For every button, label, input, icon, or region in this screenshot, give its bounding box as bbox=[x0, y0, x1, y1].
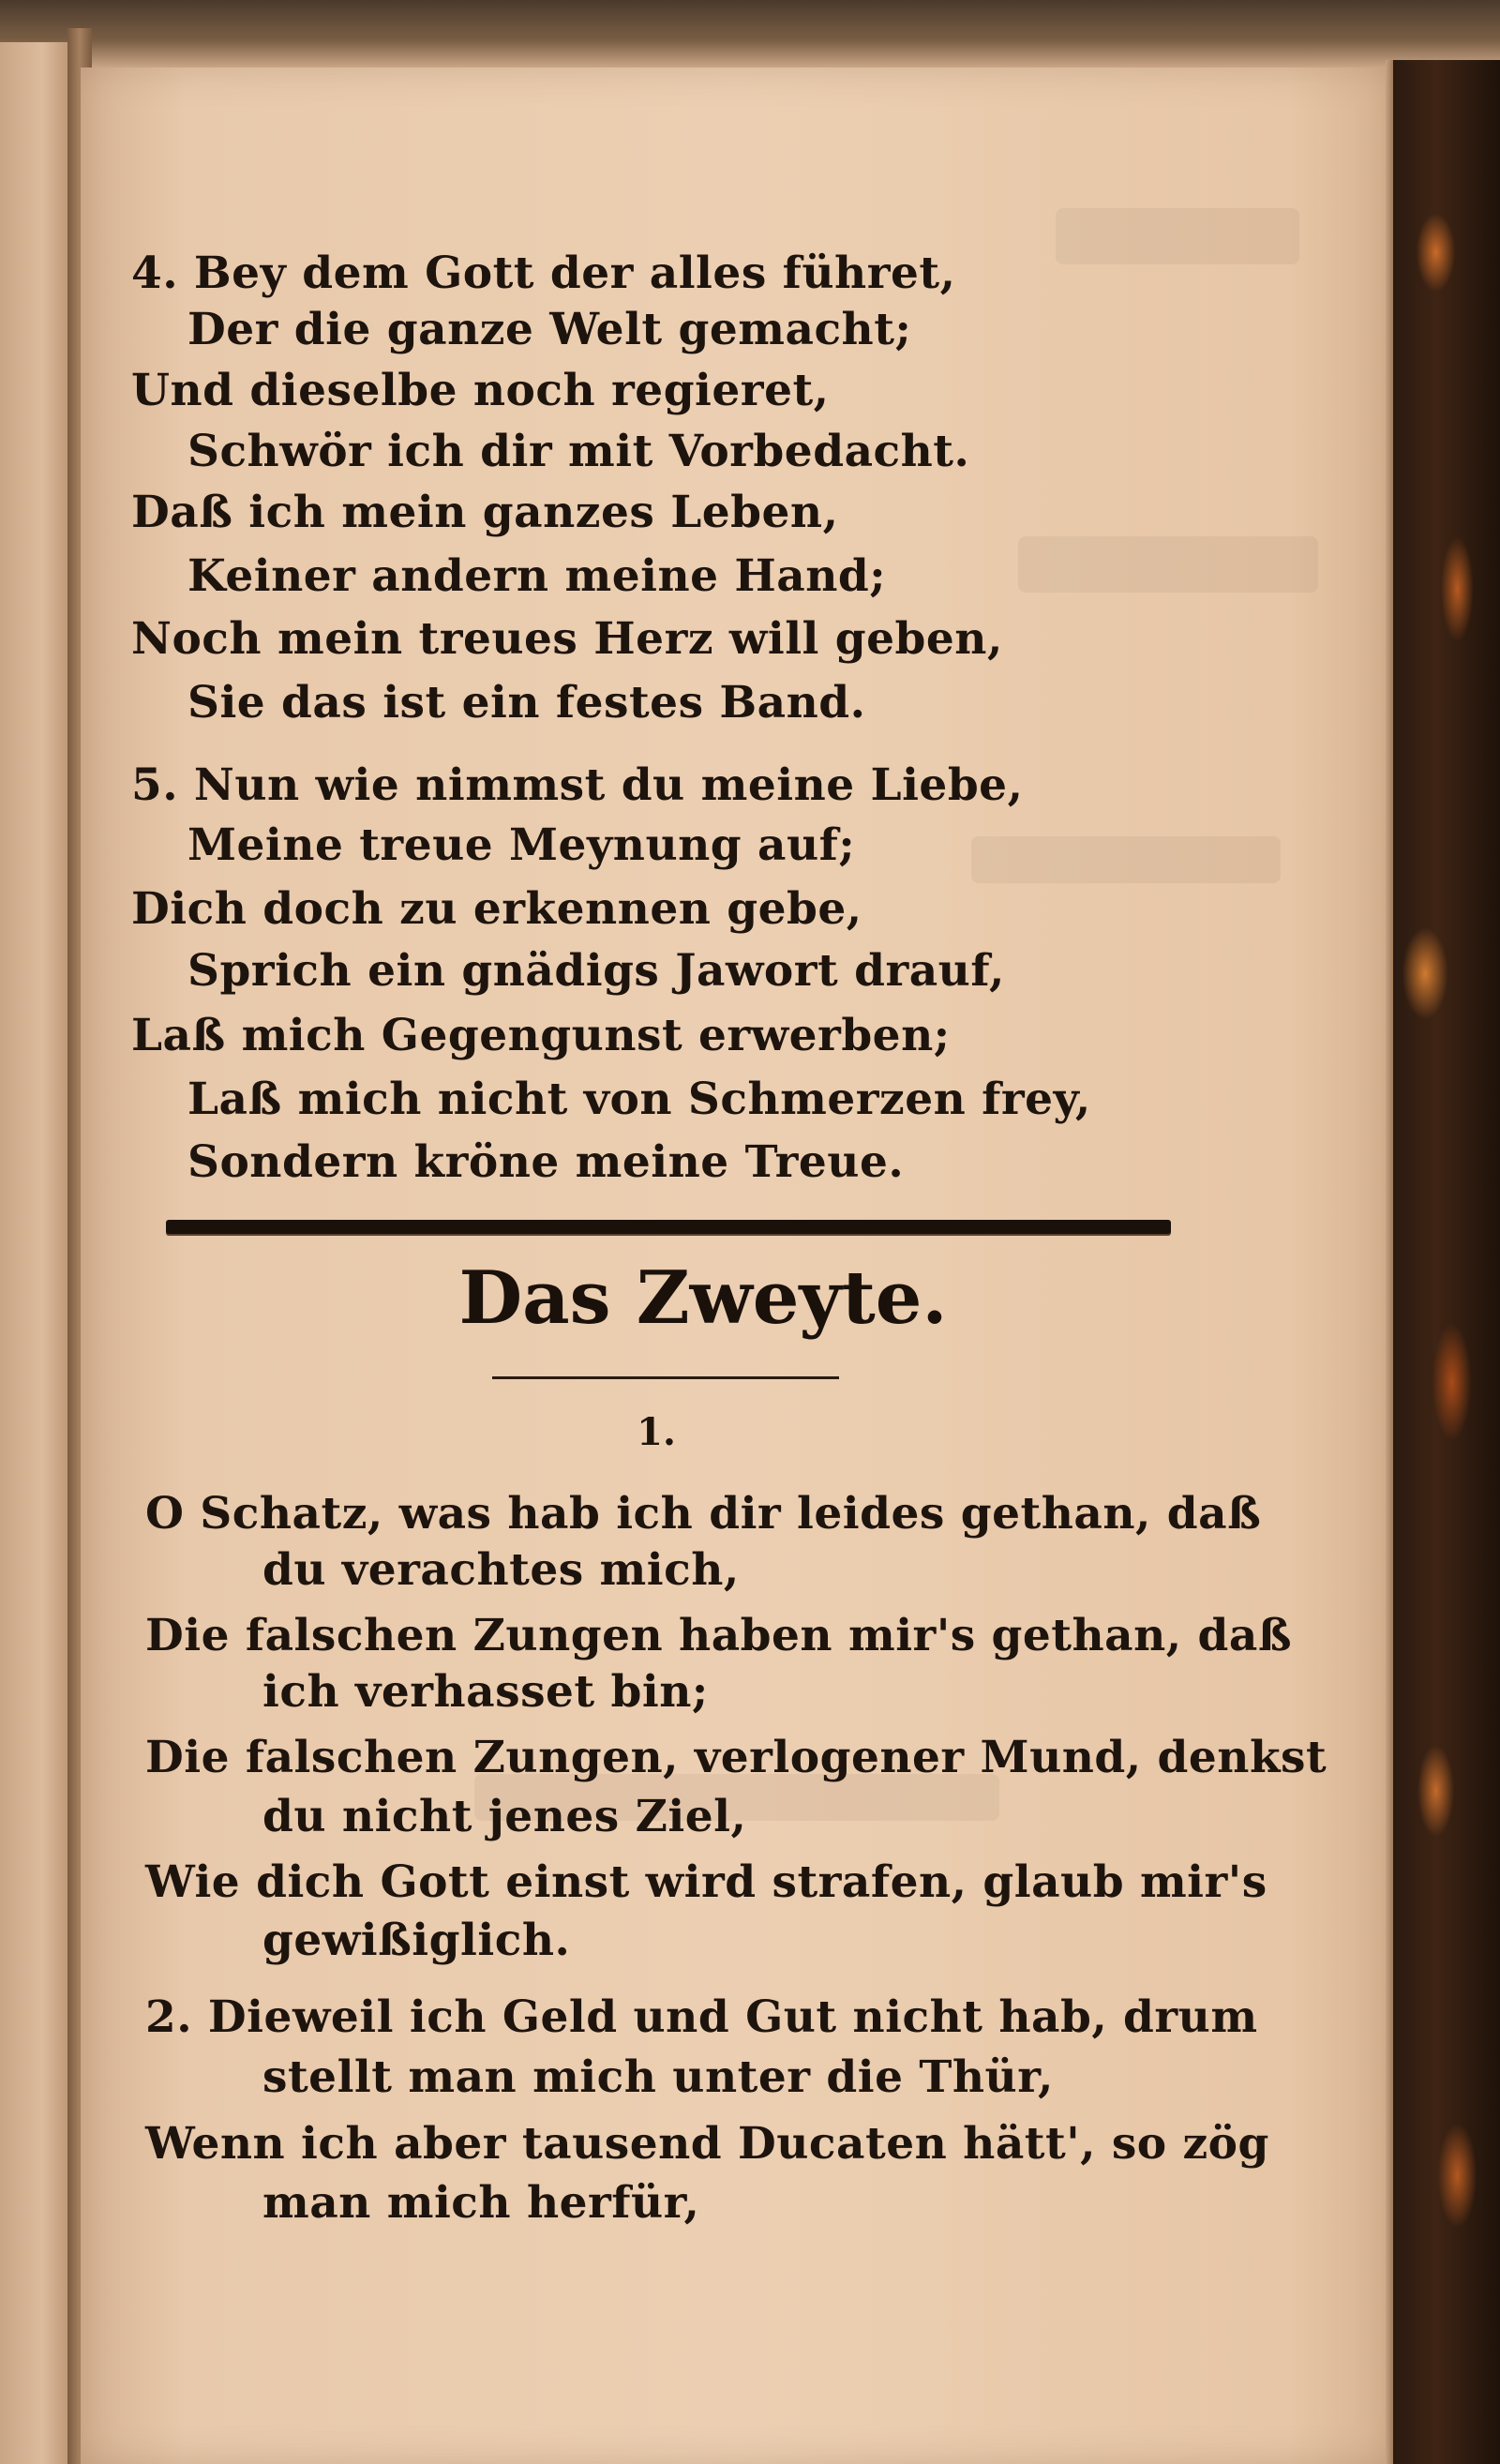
verse-line: Sie das ist ein festes Band. bbox=[188, 677, 866, 729]
verse-line: man mich herfür, bbox=[262, 2177, 700, 2229]
verse-line: Und dieselbe noch regieret, bbox=[131, 365, 830, 416]
section-number: 1. bbox=[637, 1410, 676, 1454]
verse-line: Noch mein treues Herz will geben, bbox=[131, 613, 1003, 665]
verse-line: 4. Bey dem Gott der alles führet, bbox=[131, 248, 956, 299]
verse-line: Die falschen Zungen haben mir's gethan, daß bbox=[145, 1610, 1293, 1661]
verse-line: Schwör ich dir mit Vorbedacht. bbox=[188, 426, 970, 477]
verse-line: ich verhasset bin; bbox=[262, 1666, 709, 1718]
section-heading: Das Zweyte. bbox=[458, 1255, 948, 1341]
verse-line: Wie dich Gott einst wird strafen, glaub mir's bbox=[145, 1856, 1268, 1908]
verse-line: gewißiglich. bbox=[262, 1915, 571, 1966]
verse-line: Dich doch zu erkennen gebe, bbox=[131, 883, 862, 935]
verse-line: du verachtes mich, bbox=[262, 1544, 740, 1596]
verse-line: Die falschen Zungen, verlogener Mund, denkst bbox=[145, 1732, 1328, 1783]
verse-line: Meine treue Meynung auf; bbox=[188, 819, 856, 871]
verse-line: Wenn ich aber tausend Ducaten hätt', so zög bbox=[145, 2118, 1269, 2170]
verse-line: Laß mich nicht von Schmerzen frey, bbox=[188, 1074, 1091, 1125]
verse-line: O Schatz, was hab ich dir leides gethan, daß bbox=[145, 1488, 1262, 1540]
verse-line: Sprich ein gnädigs Jawort drauf, bbox=[188, 945, 1005, 997]
verse-line: 5. Nun wie nimmst du meine Liebe, bbox=[131, 759, 1024, 811]
section-divider bbox=[166, 1220, 1171, 1234]
verse-line: Der die ganze Welt gemacht; bbox=[188, 304, 912, 355]
verse-line: Sondern kröne meine Treue. bbox=[188, 1136, 905, 1188]
heading-underline bbox=[492, 1376, 839, 1379]
verse-line: Laß mich Gegengunst erwerben; bbox=[131, 1010, 951, 1061]
verse-line: stellt man mich unter die Thür, bbox=[262, 2051, 1054, 2103]
verse-line: Daß ich mein ganzes Leben, bbox=[131, 487, 839, 538]
verse-line: 2. Dieweil ich Geld und Gut nicht hab, drum bbox=[145, 1991, 1258, 2043]
verse-line: du nicht jenes Ziel, bbox=[262, 1791, 747, 1842]
verse-line: Keiner andern meine Hand; bbox=[188, 550, 887, 602]
